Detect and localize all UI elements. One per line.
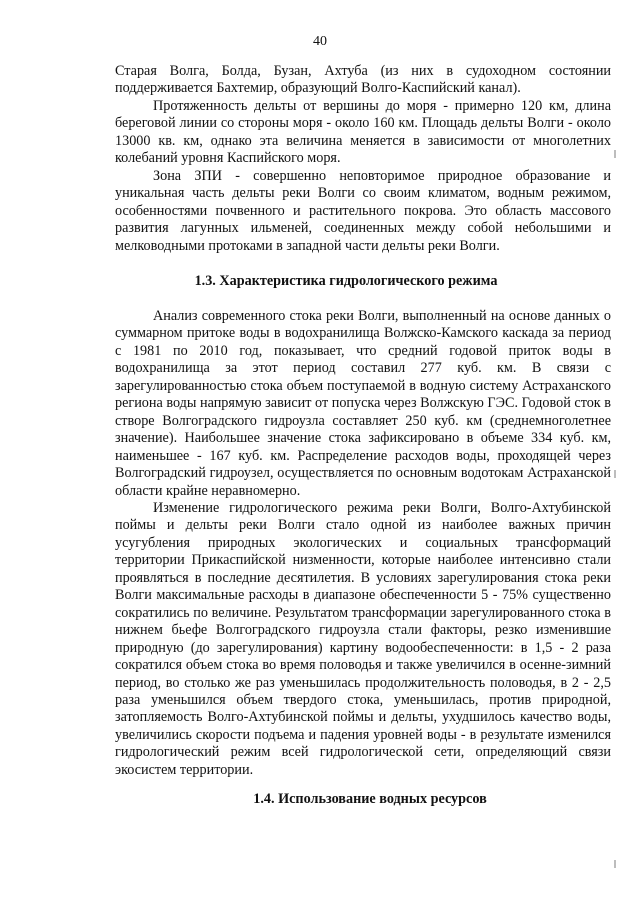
scan-artifact-mark: [614, 860, 616, 868]
paragraph-regime-change: Изменение гидрологического режима реки Волги, Волго-Ахтубинской поймы и дельты реки Волги стало одной из наиболее важных причин усугубления природных экологических и социальных трансформаций территории Прикаспийской низменности, которые наиболее интенсивно стали проявляться в последние десятилетия. В условиях зарегулирования стока реки Волги максимальные расходы в диапазоне обеспеченности 5 - 75% существенно сократились по величине. Результатом трансформации зарегулированного стока в нижнем бьефе Волгоградского гидроузла стали факторы, резко изменившие природную (до зарегулирования) картину водообеспеченности: в 1,5 - 2 раза сократился объем стока во время половодья и также увеличился в осенне-зимний период, во столько же раз уменьшилась продолжительность половодья, в 2 - 2,5 раза уменьшился объем твердого стока, уменьшилась, против природной, затопляемость Волго-Ахтубинской поймы и дельты, ухудшилось качество воды, увеличились скорости подъема и падения уровней воды - в результате изменился гидрологический режим всей гидрологической сети, определяющий связи экосистем территории.: [115, 500, 611, 778]
section-heading-hydrological-regime: 1.3. Характеристика гидрологического режима: [194, 273, 498, 289]
paragraph-continuation: Старая Волга, Болда, Бузан, Ахтуба (из них в судоходном состоянии поддерживается Бахтемир, образующий Волго-Каспийский канал).: [115, 63, 611, 97]
section-heading-water-use: 1.4. Использование водных ресурсов: [253, 791, 487, 807]
scan-artifact-mark: [614, 150, 616, 158]
page-number: 40: [313, 34, 327, 49]
paragraph-runoff-analysis: Анализ современного стока реки Волги, выполненный на основе данных о суммарном притоке воды в водохранилища Волжско-Камского каскада за период с 1981 по 2010 год, показывает, что средний годовой приток воды в водохранилища за этот период составил 277 куб. км. В связи с зарегулированностью стока объем поступаемой в водную систему Астраханского региона воды напрямую зависит от попуска через Волжскую ГЭС. Годовой сток в створе Волгоградского гидроузла составляет 250 куб. км (среднемноголетнее значение). Наибольшее значение стока зафиксировано в объеме 334 куб. км, наименьшее - 167 куб. км. Распределение расходов воды, проходящей через Волгоградский гидроузел, осуществляется по основным водотокам Астраханской области крайне неравномерно.: [115, 308, 611, 499]
paragraph-zpi-zone: Зона ЗПИ - совершенно неповторимое природное образование и уникальная часть дельты реки Волги со своим климатом, водным режимом, особенностями почвенного и растительного покрова. Это область массового развития лагунных ильменей, соединенных между собой небольшими и мелководными протоками в западной части дельты реки Волги.: [115, 168, 611, 254]
paragraph-delta-length: Протяженность дельты от вершины до моря - примерно 120 км, длина береговой линии со стороны моря - около 160 км. Площадь дельты Волги - около 13000 кв. км, однако эта величина меняется в зависимости от многолетних колебаний уровня Каспийского моря.: [115, 98, 611, 167]
scan-artifact-mark: [614, 470, 616, 478]
